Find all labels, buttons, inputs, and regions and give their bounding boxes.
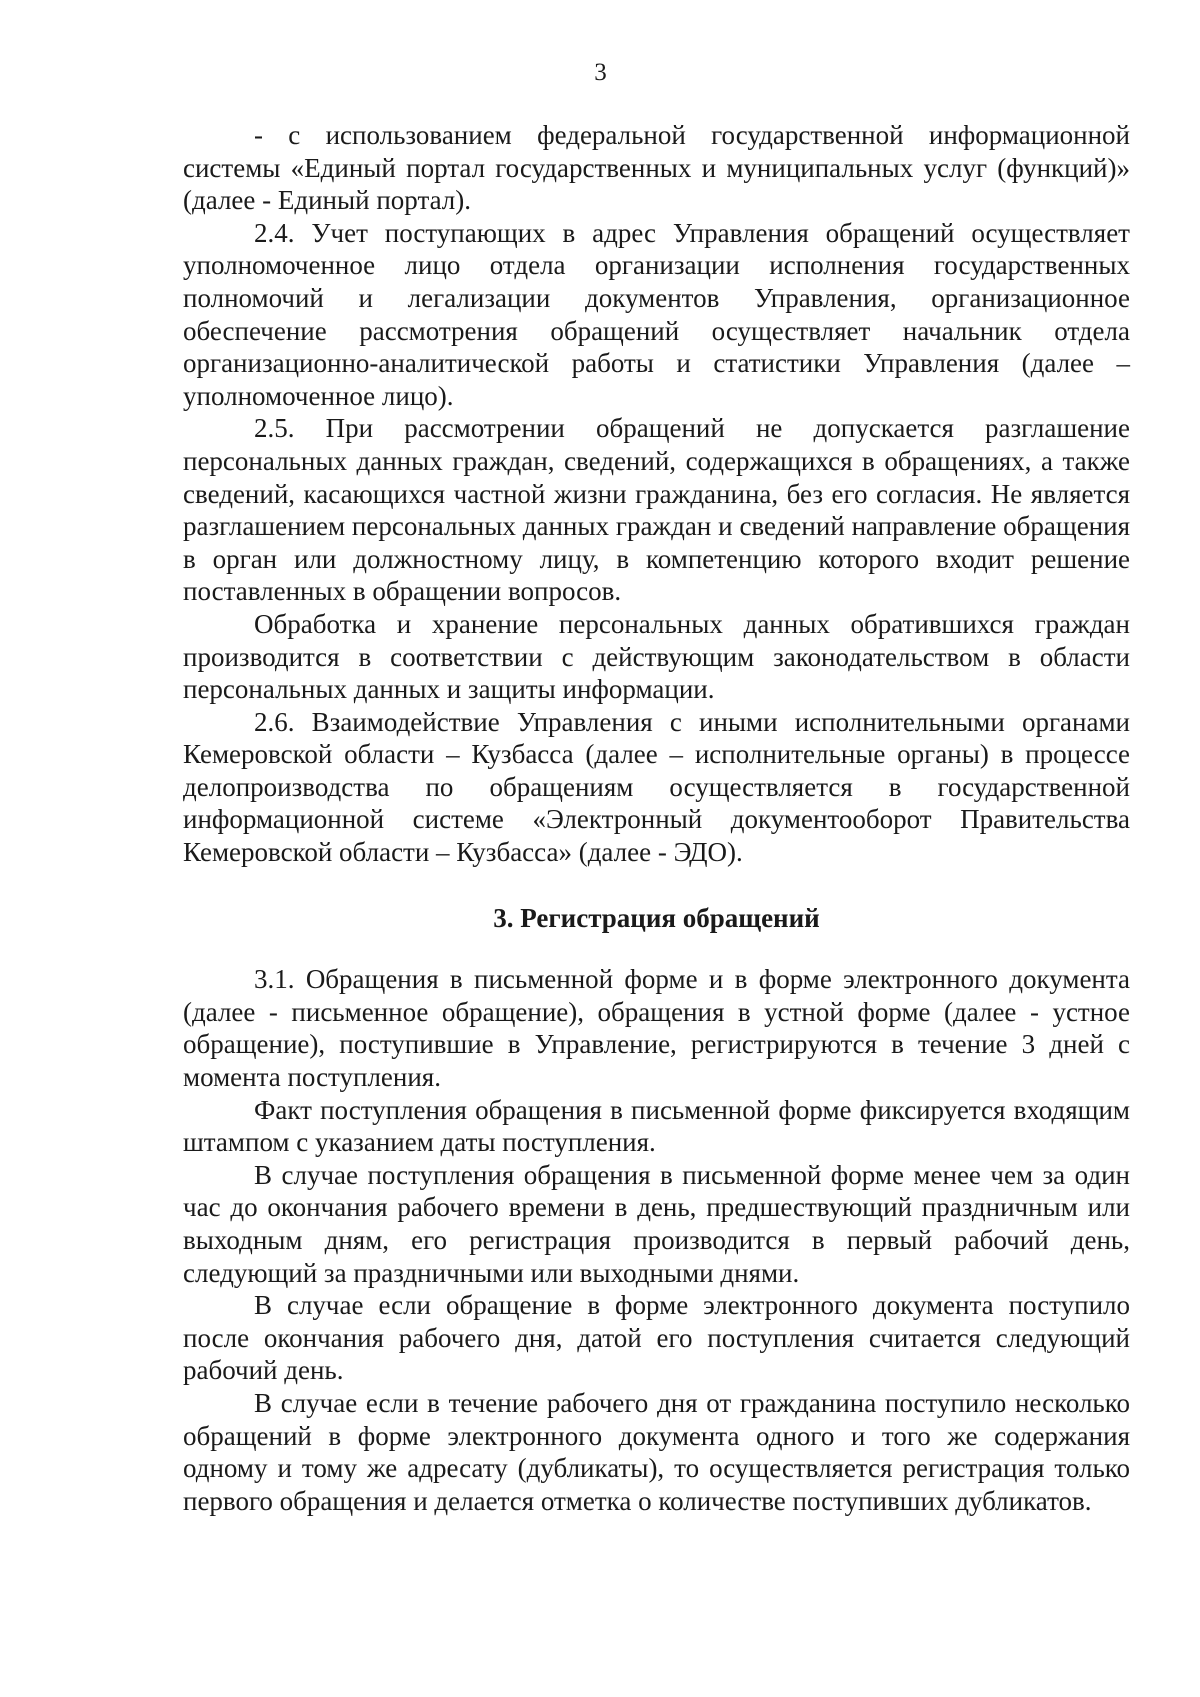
page-number: 3 bbox=[594, 59, 607, 86]
paragraph-2-6: 2.6. Взаимодействие Управления с иными исполнительными органами Кемеровской области – Кузбасса (далее – исполнительные органы) в процессе делопроизводства по обращениям осуществляется в государственной информационной системе «Электронный документооборот Правительства Кемеровской области – Кузбасса» (далее - ЭДО). bbox=[183, 706, 1130, 868]
paragraph-2-4: 2.4. Учет поступающих в адрес Управления обращений осуществляет уполномоченное лицо отдела организации исполнения государственных полномочий и легализации документов Управления, организационное обеспечение рассмотрения обращений осуществляет начальник отдела организационно-аналитической работы и статистики Управления (далее – уполномоченное лицо). bbox=[183, 217, 1130, 411]
paragraph-duplicates: В случае если в течение рабочего дня от гражданина поступило несколько обращений в форме электронного документа одного и того же содержания одному и тому же адресату (дубликаты), то осуществляется регистрация только первого обращения и делается отметка о количестве поступивших дубликатов. bbox=[183, 1387, 1130, 1516]
paragraph-portal: - с использованием федеральной государственной информационной системы «Единый портал государственных и муниципальных услуг (функций)» (далее - Единый портал). bbox=[183, 120, 1130, 216]
paragraph-2-5: 2.5. При рассмотрении обращений не допускается разглашение персональных данных граждан, сведений, содержащихся в обращениях, а также сведений, касающихся частной жизни гражданина, без его согласия. Не является разглашением персональных данных граждан и сведений направление обращения в орган или должностному лицу, в компетенцию которого входит решение поставленных в обращении вопросов. bbox=[183, 413, 1130, 607]
paragraph-personal-data: Обработка и хранение персональных данных обратившихся граждан производится в соответствии с действующим законодательством в области персональных данных и защиты информации. bbox=[183, 608, 1130, 705]
section-heading: 3. Регистрация обращений bbox=[493, 902, 820, 933]
paragraph-3-1: 3.1. Обращения в письменной форме и в форме электронного документа (далее - письменное обращение), обращения в устной форме (далее - устное обращение), поступившие в Управление, регистрируются в течение 3 дней с момента поступления. bbox=[183, 964, 1130, 1093]
document-body bbox=[183, 119, 1130, 1517]
paragraph-electronic: В случае если обращение в форме электронного документа поступило после окончания рабочего дня, датой его поступления считается следующий рабочий день. bbox=[183, 1290, 1130, 1386]
paragraph-stamp: Факт поступления обращения в письменной форме фиксируется входящим штампом с указанием даты поступления. bbox=[183, 1094, 1130, 1158]
paragraph-holiday: В случае поступления обращения в письменной форме менее чем за один час до окончания рабочего времени в день, предшествующий праздничным или выходным дням, его регистрация производится в первый рабочий день, следующий за праздничными или выходными днями. bbox=[183, 1159, 1130, 1288]
